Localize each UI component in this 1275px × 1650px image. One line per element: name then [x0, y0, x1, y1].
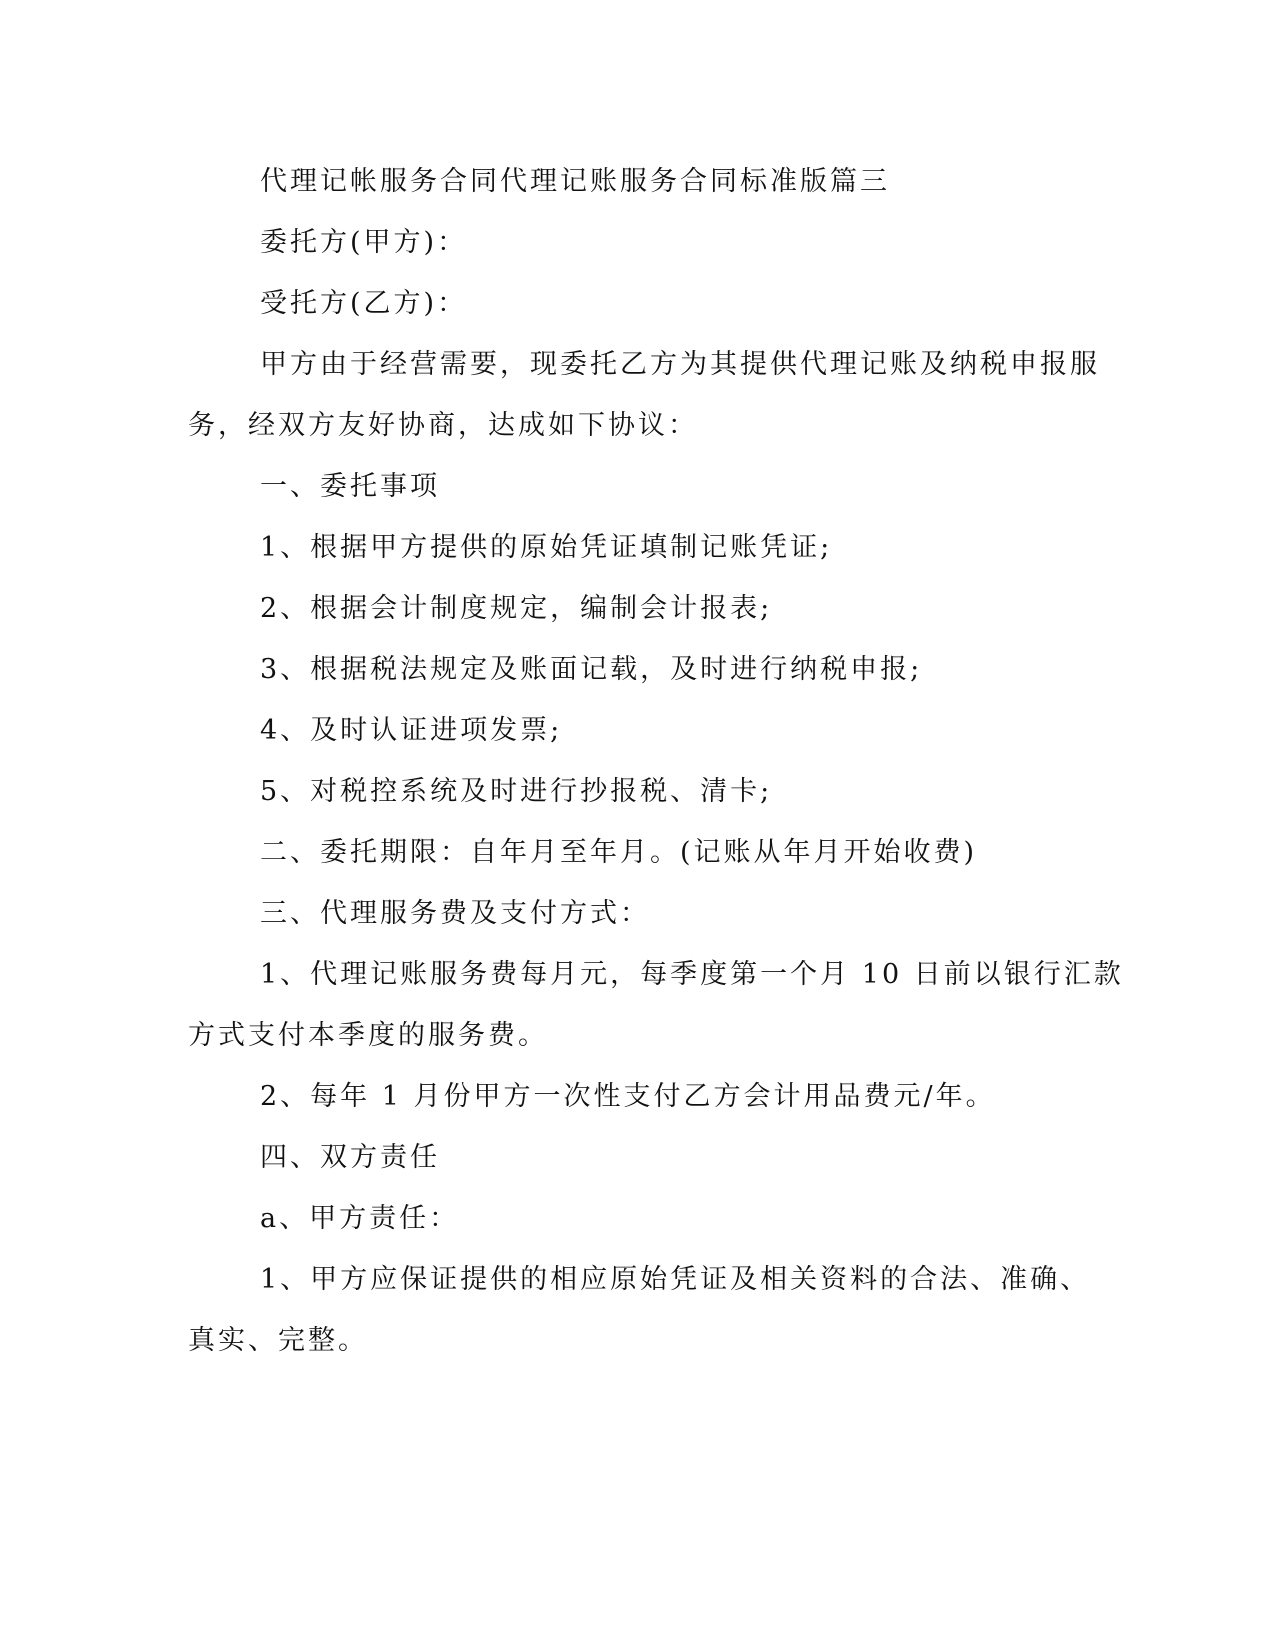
list-item: 1、甲方应保证提供的相应原始凭证及相关资料的合法、准确、 [260, 1264, 1091, 1295]
list-item: 4、及时认证进项发票; [260, 715, 563, 746]
section-heading: 一、委托事项 [260, 471, 440, 502]
section-heading: 三、代理服务费及支付方式： [260, 898, 650, 929]
agent-party-line: 受托方(乙方)： [260, 288, 468, 319]
list-item: 1、代理记账服务费每月元，每季度第一个月 10 日前以银行汇款 [260, 959, 1124, 990]
list-item: 5、对税控系统及时进行抄报税、清卡; [260, 776, 773, 807]
list-item-continuation: 方式支付本季度的服务费。 [188, 1020, 548, 1051]
document-title-line: 代理记帐服务合同代理记账服务合同标准版篇三 [260, 166, 890, 197]
list-item-continuation: 真实、完整。 [188, 1325, 368, 1356]
section-heading: 四、双方责任 [260, 1142, 440, 1173]
paragraph-line: 务，经双方友好协商，达成如下协议： [188, 410, 698, 441]
client-party-line: 委托方(甲方)： [260, 227, 468, 258]
list-item: 1、根据甲方提供的原始凭证填制记账凭证; [260, 532, 833, 563]
subsection-heading: a、甲方责任： [260, 1203, 460, 1234]
list-item: 3、根据税法规定及账面记载，及时进行纳税申报; [260, 654, 923, 685]
list-item: 2、每年 1 月份甲方一次性支付乙方会计用品费元/年。 [260, 1081, 996, 1112]
list-item: 2、根据会计制度规定，编制会计报表; [260, 593, 773, 624]
document-body [188, 162, 1124, 1382]
paragraph-line: 甲方由于经营需要，现委托乙方为其提供代理记账及纳税申报服 [260, 349, 1100, 380]
section-heading: 二、委托期限：自年月至年月。(记账从年月开始收费) [260, 837, 978, 868]
